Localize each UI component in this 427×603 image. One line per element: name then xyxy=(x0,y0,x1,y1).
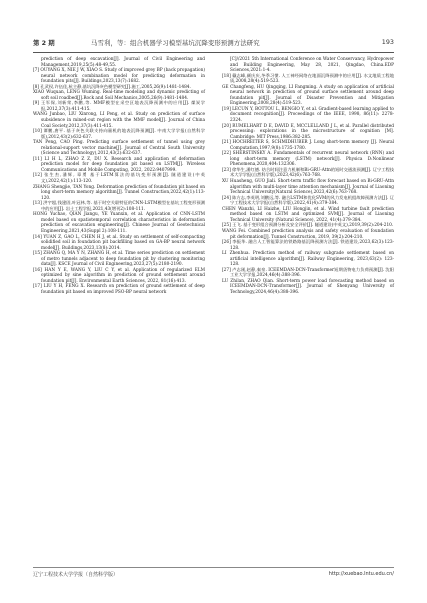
reference-entry: [21] HOCHREITER S, SCHMIDHUBER J. Long short-term memory [J]. Neural Computation,1997,9(8):1735-1780. xyxy=(222,140,394,151)
reference-entry: LI Zhenhua. Prediction method of railway subgrade settlement based on artificial intelligence algorithm[J]. Railway Engineering, 2023,63(2): 123-128. xyxy=(222,251,394,268)
references-left-column xyxy=(33,57,205,296)
reference-entry: [26] 李振华. 融合人工智能算法的铁路路基沉降预测方法[J]. 铁道建设,2023,62(3):123-128. xyxy=(222,240,394,251)
reference-entry: [C]//2021 5th International Conference on Water Conservancy, Hydropower and Building Engineering, May 28, 2021, Qingdao, China.EDP Sciences,2021:1-4. xyxy=(230,57,394,74)
reference-entry: XIAO Wuquan, LENG Wuming. Real-time modeling and dynamic predicting of soft soil roadbed[J].Rock and Soil Mechanics,2005,26(9):1481-1484. xyxy=(33,90,205,101)
journal-name: 辽宁工程技术大学学报（自然科学版） xyxy=(33,572,119,578)
issue-number: 第 2 期 xyxy=(33,39,55,47)
reference-entry: [11] LI H L, ZHAO Z Z, DU X. Research and application of deformation prediction model for deep foundation pit based on LSTM[J]. Wireless Communications and Mobile Computing, 2022, 2022:9407999. xyxy=(33,156,205,173)
reference-entry: [18] 戴志峰,颜庆庆,冬季习惯. 人工神经网络在地面沉降预测中的应用[J]. 水文地质工程地质,2008,28(4):519-523. xyxy=(222,73,394,85)
reference-entry: [8] 孔武权,许伍佳,杭主静,基坑沉降灰色模型研究[J].施工,2005,26(9):1481-1484. xyxy=(33,84,191,90)
reference-entry: ZHANG Shengjie, TAN Yong. Deformation prediction of foundation pit based on long short-term memory algorithm[J]. Tunnel Construction,2022,42(1):113-120. xyxy=(33,184,205,201)
reference-entry: [7] OUYANG X, NIE J W, XIAO S. Study of improved grey BP (back propagation) neural network combination model for predicting deformation in foundation pits[J]. Buildings,2023,13(7):1682. xyxy=(33,68,205,85)
reference-entry: WANG Fei. Combined prediction analysis and safety evaluation of foundation pit deformation[J]. Tunnel Construction, 2019, 39(2):204-210. xyxy=(222,228,394,240)
journal-url[interactable]: http://xuebao.lntu.edu.cn/ xyxy=(328,571,394,577)
reference-entry: [14] YUAN Z, GAO L, CHEN H J, et al. Study on settlement of self-compacting solidified soil in foundation pit backfilling based on GA-BP neural network model[J]. Buildings,2023,13(8):2014. xyxy=(33,234,205,251)
reference-entry: [23] 徐华生,潘红德. 结合时间注意力机制和Bi-GRU-Attn的短时交通流预测[J]. 辽宁工程技术大学学报(自然科学版),2023,42(6):763-768. xyxy=(222,167,394,179)
header-rule xyxy=(33,52,394,53)
reference-entry: [16] HAN Y E, WANG Y, LIU C Y, et al. Application of regularized ELM optimized by sine algorithm in prediction of ground settlement around foundation pit[J]. Environmental Earth Sciences, 2022, 81(16):413. xyxy=(33,267,205,284)
reference-entry: [17] LIU Y H, FENG X. Research on prediction of ground settlement of deep foundation pit based on improved PSO-BP neural network xyxy=(33,284,205,295)
reference-entry: LU Zhilan, ZHAO Qian. Short-term power load forecasting method based on ICEEMDAN-DCN-Transformer[J]. Journal of Shenyang University of Technology,2024,46(4):388-396. xyxy=(222,278,394,295)
reference-entry: [13] 洪宇超,钱建固,叶冠林,等. 基于时空关联特征的CNN-LSTM模型在基坑工程变形预测中的应用[J]. 岩土工程学报,2021,43(增刊2):108-111. xyxy=(33,201,205,212)
reference-entry: [10] 谭鹏,唐平. 基于灰色关联支持向量机的地表沉降预测[J]. 中南大学学报(自然科学版),2012,43(2):632-637. xyxy=(33,129,205,140)
reference-entry: [9] 王军保,刘新荣,李鹏,等. MMF模型在采空区地表沉降预测中的应用[J]. 煤炭学报,2012,37(3):411-415. xyxy=(33,101,205,112)
reference-entry: [15] ZHANG Q, MA Y N, ZHANG H, et al. Time series prediction on settlement of metro tunnels adjacent to deep foundation pit by clustering monitoring data[J]. KSCE Journal of Civil Engineering,2023,27(5):2180-2190. xyxy=(33,251,205,268)
reference-entry: prediction of deep excavation[J]. Journal of Civil Engineering and Management,2019,25(5):48-49,55. xyxy=(41,57,205,68)
page-header xyxy=(33,37,394,50)
reference-entry: [27] 卢志刚,赵静,秦泉. ICEEMDAN-DCN-Transformer短期货物电力负荷预测[J]. 沈阳工业大学学报,2024,46(4):388-396. xyxy=(222,267,394,279)
running-title: 马雪利，等：组合机器学习模型基坑沉降变形预测方法研究 xyxy=(91,39,260,47)
reference-entry: [20] RUMELHART D E, DAVID E, MCCLELLAND J L, et al. Parallel distributed processing: explorations in the microstructure of cognition [M]. Cambridge: MIT Press,1986:382-285. xyxy=(222,123,394,140)
reference-entry: [22] SHERSTINSKY A. Fundamentals of recurrent neural network (RNN) and long short-term memory (LSTM) network[J]. Physica D:Nonlinear Phenomena,2020,404:132306. xyxy=(222,151,394,168)
reference-entry: [25] 王飞. 基于变形组合预测分析及安全评价[J]. 隧道建设(中英文),2019,39(2):204-210. xyxy=(222,223,394,229)
references-right-column xyxy=(222,57,394,296)
reference-entry: HONG Yuchao, QIAN Jiangu, YE Yuanxin, et al. Application of CNN-LSTM model based on spatiotemporal correlation characteristics in deformation prediction of excavation engineering[J]. Chinese Journal of Geotechnical Engineering,2021,43(Suppl 2):108-111. xyxy=(33,212,205,234)
reference-entry: [12] 张生杰,潘辉, 章勇 基于LSTM算法的基坑变形预测[J]. 隧道建设(中英文),2022,42(1):113-120. xyxy=(33,173,205,185)
reference-entry: WANG Junbao, LIU Xinrong, LI Peng, et al. Study on prediction of surface subsidence in mined-out region with the MMF model[J]. Journal of China Coal Society,2012,37(3):411-415. xyxy=(33,112,205,129)
reference-entry: TAN Peng, CAO Ping. Predicting surface settlement of tunnel using grey relational-support vector machine[J]. Journal of Central South University (Science and Technology),2012,43(2):632-637. xyxy=(33,140,205,157)
reference-entry: [19] LECUN Y, BOTTOU L, BENGIO Y, et al. Gradient-based learning applied to document recognition[J]. Proceedings of the IEEE, 1998, 86(11): 2278-2324. xyxy=(222,106,394,124)
reference-entry: CHEN Wanzhi, LI Haizhe, LIU Hongjin, et al. Wind turbine fault prediction method based on LSTM and optimized SVM[J]. Journal of Liaoning Technical University (Natural Science), 2022, 41(4):379-384. xyxy=(222,206,394,223)
page-number: 193 xyxy=(381,38,394,46)
footer-rule xyxy=(33,567,394,568)
reference-entry: GE Changfeng, HU Qingqing, LI Fangming. A study on application of artificial neural network in prediction of ground surface settlement around deep foundation pit[J]. Journal of Disaster Prevention and Mitigation Engineering,2008,28(4):519-523. xyxy=(222,84,394,107)
reference-entry: [24] 陈方志,李英明,刘鹏远,等. 融合LSTM和优化SVM的风力发电机组故障预测方法[J]. 辽宁工程技术大学学报(自然科学版),2022,41(4):379-384. xyxy=(222,195,394,207)
reference-entry: XU Huasheng, GUO Jiali. Short-term traffic flow forecast based on Bi-GRU-Attn algorithm with multi-layer time attention mechanism[J]. Journal of Liaoning Technical University(Natural Science),2023,42(6):763-768. xyxy=(222,179,394,196)
